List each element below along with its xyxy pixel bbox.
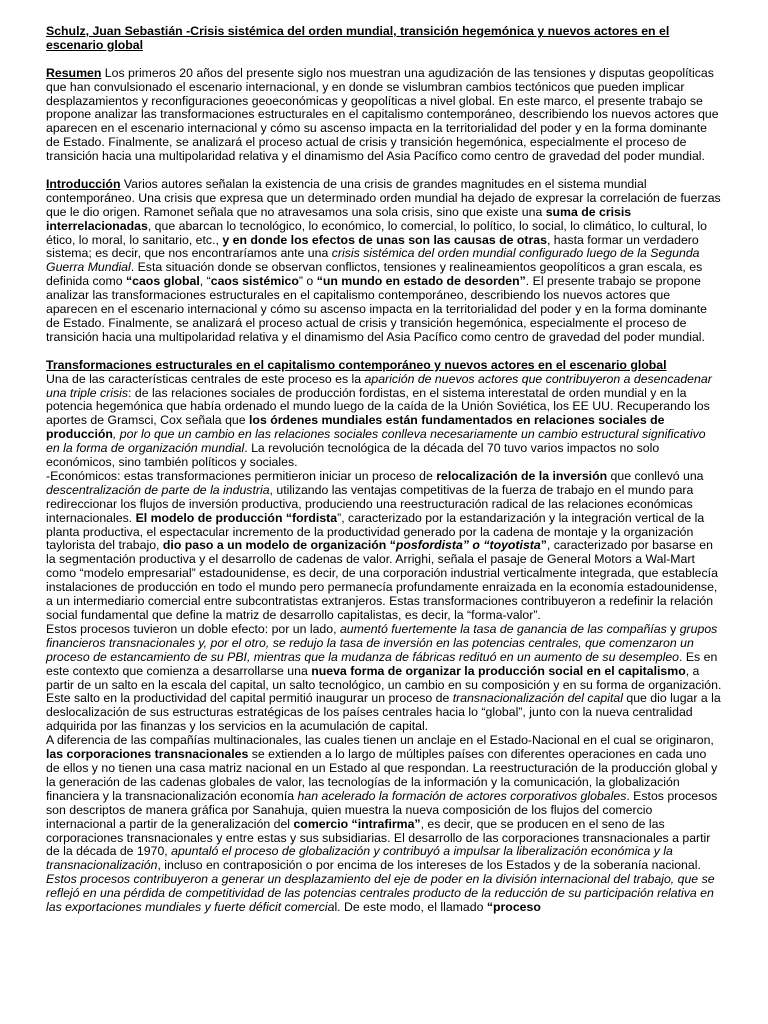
body-bold: El modelo de producción “fordista	[135, 510, 338, 525]
body-text: y	[666, 621, 680, 636]
intro-text: , que abarcan lo tecnológico, lo económico, lo comercial, lo político, lo social, lo climático, lo cultural, lo ético, lo moral, lo sanitario, etc.,	[46, 218, 707, 247]
introduccion-paragraph	[46, 178, 722, 345]
resumen-text: Los primeros 20 años del presente siglo nos muestran una agudización de las tensiones y disputas geopolíticas que han convulsionado el escenario internacional, y en donde se vislumbran cambios tectónicos que pueden implicar desplazamientos y reconfiguraciones geoeconómicas y geopolíticas a nivel global. En este marco, el presente trabajo se propone analizar las transformaciones estructurales en el capitalismo contemporáneo, describiendo los nuevos actores que aparecen en el escenario internacional y cómo su ascenso impacta en la territorialidad del poder y en la forma dominante de Estado. Finalmente, se analizará el proceso actual de crisis y transición hegemónica, especialmente el proceso de transición hacia una multipolaridad relativa y el dinamismo del Asia Pacífico como centro de gravedad del poder mundial.	[46, 65, 719, 164]
body-text: , es decir, que se producen en el seno de las corporaciones transnacionales y entre estas y sus subsidiarias. El desarrollo de las corporaciones transnacionales a partir de la década de 1970,	[46, 816, 711, 859]
body-italic: grupos financieros transnacionales y, por el otro, se redujo la tasa de inversión en las potencias centrales, que comenzaron un proceso de estancamiento de su PBI, mientras que la mudanza de fábricas redituó en un aumento de su desempleo	[46, 621, 718, 664]
body-italic: aumentó fuertemente la tasa de ganancia de las compañías	[339, 621, 667, 636]
body-text: , incluso en contraposición o por encima de los intereses de los Estados y de la soberanía nacional.	[157, 858, 701, 873]
intro-bold: suma de crisis interrelacionadas	[46, 204, 632, 233]
body-bold: ”	[540, 538, 547, 553]
body-italic: transnacionalización del capital	[452, 691, 623, 706]
transformaciones-paragraph-4	[46, 734, 722, 873]
spacer	[46, 53, 722, 67]
body-italic: aparición de nuevos actores que contribuyeron a desencadenar una triple crisis	[46, 371, 712, 400]
spacer	[46, 164, 722, 178]
body-bold: relocalización de la inversión	[436, 468, 608, 483]
introduccion-label: Introducción	[46, 176, 121, 191]
intro-bold: “caos global	[125, 274, 200, 289]
intro-text: . El presente trabajo se propone analizar las transformaciones estructurales en el capitalismo contemporáneo, describiendo los nuevos actores que aparecen en el escenario internacional y cómo su ascenso impacta en la territorialidad del poder y en la forma dominante de Estado. Finalmente, se analizará el proceso actual de crisis y transición hegemónica, especialmente el proceso de transición hacia una multipolaridad relativa y el dinamismo del Asia Pacífico como centro de gravedad del poder mundial.	[46, 274, 707, 344]
section-heading: Transformaciones estructurales en el capitalismo contemporáneo y nuevos actores en el escenario global	[46, 357, 667, 372]
body-text: . Es en este contexto que comienza a desarrollarse una	[46, 649, 718, 678]
body-text: l. De este modo, el llamado	[334, 900, 487, 915]
spacer	[46, 345, 722, 359]
intro-text: , “	[199, 274, 211, 289]
body-bold: dio paso a un modelo de organización “	[162, 538, 396, 553]
resumen-paragraph	[46, 67, 722, 164]
body-italic: , por lo que un cambio en las relaciones sociales conlleva necesariamente un cambio estructural significativo en la forma de organización mundial	[46, 427, 706, 456]
intro-text: ” o	[298, 274, 317, 289]
body-bold: nueva forma de organizar la producción social en el capitalismo	[311, 663, 686, 678]
intro-text: . Esta situación donde se observan conflictos, tensiones y realineamientos geopolíticos a gran escala, es definida como	[46, 260, 703, 289]
intro-bold: “un mundo en estado de desorden”	[316, 274, 526, 289]
body-text: : de las relaciones sociales de producción fordistas, en el sistema interestatal de orden mundial y en la potencia hegemónica que había ordenado el mundo luego de la caída de la Unión Soviética, los EE UU. Recuperando los aportes de Gramsci, Cox señala que	[46, 385, 710, 428]
body-text: . La revolución tecnológica de la década del 70 tuvo varios impactos no solo económicos, sino también políticos y sociales.	[46, 441, 660, 470]
body-italic: apuntaló el proceso de globalización y contribuyó a impulsar la liberalización económica y la transnacionalización	[46, 844, 673, 873]
body-bold: las corporaciones transnacionales	[46, 747, 249, 762]
body-bold-italic: posfordista” o “toyotista	[395, 538, 541, 553]
intro-text: Varios autores señalan la existencia de una crisis de grandes magnitudes en el sistema mundial contemporáneo. Una crisis que expresa que un determinado orden mundial ha dejado de expresar la correlación de fuerzas que le dio origen. Ramonet señala que no atravesamos una sola crisis, sino que existe una	[46, 176, 721, 219]
body-text: . Estos procesos son descriptos de manera gráfica por Sanahuja, quien muestra la nueva composición de los flujos del comercio internacional a partir de la generalización del	[46, 788, 718, 831]
transformaciones-paragraph-3	[46, 623, 722, 734]
resumen-label: Resumen	[46, 65, 102, 80]
transformaciones-paragraph-1	[46, 373, 722, 470]
body-text: que dio lugar a la deslocalización de sus estructuras estratégicas de los países centrales hacia lo “global”, junto con la nueva centralidad adquirida por las finanzas y los servicios en la acumulación de capital.	[46, 691, 721, 734]
intro-text: , hasta formar un verdadero sistema; es decir, que nos encontraríamos ante una	[46, 232, 699, 261]
body-italic: descentralización de parte de la industria	[46, 482, 270, 497]
body-text: ”, caracterizado por la estandarización y la integración vertical de la planta productiva, el espectacular incremento de la productividad generado por la cadena de montaje y la organización taylorista del trabajo,	[46, 510, 705, 553]
body-text: , a partir de un salto en la escala del capital, un salto tecnológico, un cambio en su composición y en su forma de organización. Este salto en la productividad del capital permitió inaugurar un proceso de	[46, 663, 722, 706]
body-bold: los órdenes mundiales están fundamentados en relaciones sociales de producción	[46, 413, 665, 442]
intro-bold: y en donde los efectos de unas son las causas de otras	[222, 232, 547, 247]
body-italic: Estos procesos contribuyeron a generar un desplazamiento del eje de poder en la división internacional del trabajo, que se reflejó en una pérdida de competitividad de las potencias centrales producto de la reducción de su participación relativa en las exportaciones mundiales y fuerte déficit comercia	[46, 872, 715, 915]
transformaciones-paragraph-2	[46, 470, 722, 623]
body-bold: “proceso	[486, 900, 541, 915]
body-text: A diferencia de las compañías multinacionales, las cuales tienen un anclaje en el Estado-Nacional en el cual se originaron,	[46, 733, 714, 748]
body-italic: han acelerado la formación de actores corporativos globales	[297, 788, 627, 803]
body-text: Estos procesos tuvieron un doble efecto: por un lado,	[46, 621, 340, 636]
body-text: , utilizando las ventajas competitivas de la fuerza de trabajo en el mundo para redireccionar los flujos de inversión productiva, produciendo una reestructuración radical de las relaciones económicas internacionales.	[46, 482, 694, 525]
body-text: , caracterizado por basarse en la segmentación productiva y el desarrollo de cadenas de valor. Arrighi, señala el pasaje de General Motors a Wal-Mart como “modelo empresarial” estadounidense, es decir, de una corporación industrial verticalmente integrada, que establecía instalaciones de producción en todo el mundo pero permanecía profundamente enraizada en la economía estadounidense, a un intermediario comercial entre subcontratistas extranjeros. Estas transformaciones contribuyeron a redefinir la relación social fundamental que define la matriz de desarrollo capitalistas, es decir, la “forma-valor”.	[46, 538, 718, 623]
body-text: -Económicos: estas transformaciones permitieron iniciar un proceso de	[46, 468, 437, 483]
body-bold: comercio “intrafirma”	[293, 816, 421, 831]
document-title: Schulz, Juan Sebastián -Crisis sistémica del orden mundial, transición hegemónica y nuevos actores en el escenario global	[46, 24, 670, 52]
document-page	[46, 25, 722, 915]
intro-bold: caos sistémico	[210, 274, 299, 289]
body-text: se extienden a lo largo de múltiples países con diferentes operaciones en cada uno de ellos y no tienen una casa matriz nacional en un Estado al que respondan. La reestructuración de la producción global y la generación de las cadenas globales de valor, las tecnologías de la información y la comunicación, la globalización financiera y la transnacionalización economía	[46, 747, 718, 803]
transformaciones-paragraph-5	[46, 873, 722, 915]
body-text: Una de las características centrales de este proceso es la	[46, 371, 365, 386]
body-text: que conllevó una	[607, 468, 704, 483]
intro-italic: crisis sistémica del orden mundial configurado luego de la Segunda Guerra Mundial	[46, 246, 700, 275]
